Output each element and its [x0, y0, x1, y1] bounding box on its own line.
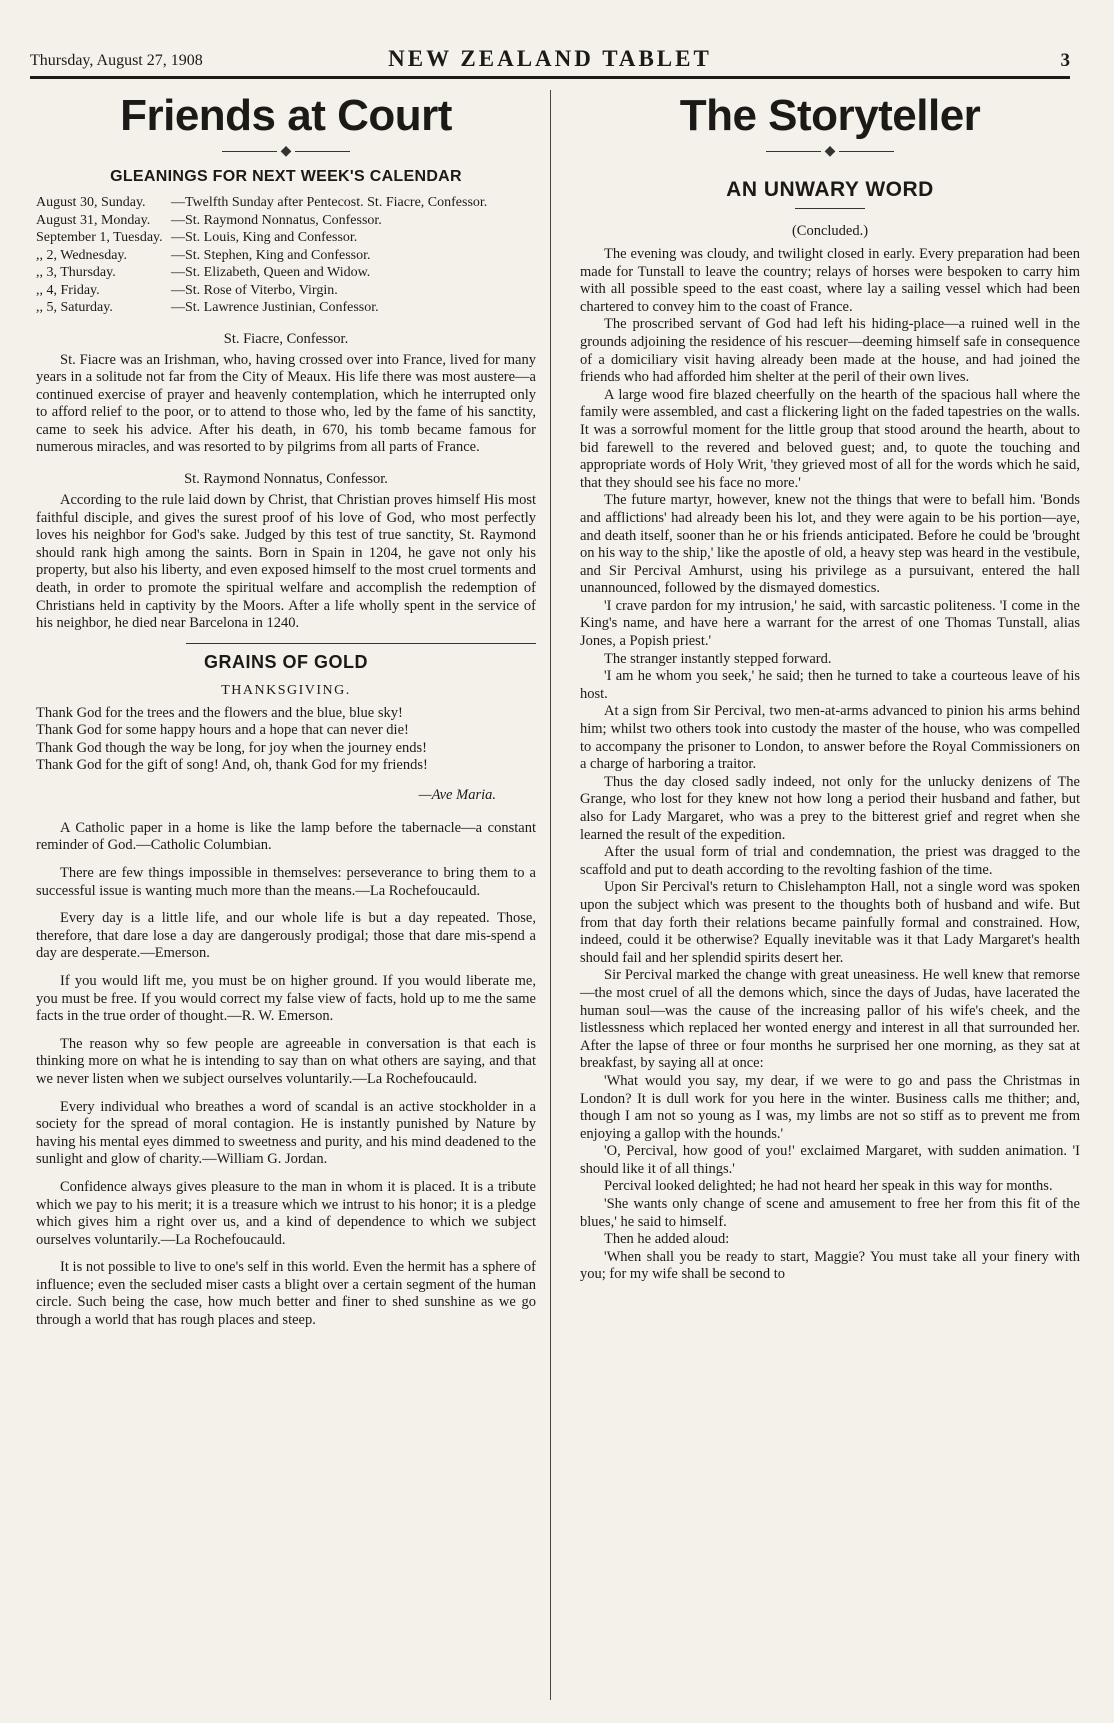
calendar-row: ,, 4, Friday. —St. Rose of Viterbo, Virgin.: [36, 282, 338, 298]
page-number: 3: [1060, 50, 1070, 71]
fiacre-heading: St. Fiacre, Confessor.: [223, 330, 349, 347]
column-divider: [550, 90, 551, 1700]
story-paragraph: 'What would you say, my dear, if we were to go and pass the Christmas in London? It is dull work for you here in the winter. Business calls me thither; and, though I am not so young as I was, my limbs are not so stiff as to prevent me from enjoying a gallop with the hounds.': [580, 1072, 1080, 1142]
section-title-friends-at-court: Friends at Court: [120, 91, 452, 140]
section-title-storyteller: The Storyteller: [679, 91, 981, 140]
grains-of-gold-heading: GRAINS OF GOLD: [186, 643, 536, 673]
story-paragraph: Then he added aloud:: [604, 1231, 730, 1248]
grains-paragraph: Every individual who breathes a word of scandal is an active stockholder in a society for the spread of moral contagion. He is instantly punished by Nature by having his mental eyes dimmed to sweetness and purity, and his mind deadened to the sunlight and glow of charity.—William G. Jordan.: [36, 1098, 536, 1168]
poem-line: Thank God for some happy hours and a hope that can never die!: [36, 722, 409, 739]
grains-paragraph: Confidence always gives pleasure to the man in whom it is placed. It is a tribute which we pay to his merit; it is a treasure which we intrust to his honor; it is a pledge which gives him a right over us, and a kind of dependence to which we subject ourselves voluntarily.—La Rochefoucauld.: [36, 1178, 536, 1248]
story-paragraph: 'I am he whom you seek,' he said; then he turned to take a courteous leave of his host.: [580, 668, 1080, 702]
story-paragraph: The future martyr, however, knew not the things that were to befall him. 'Bonds and afflictions' had already been his lot, and they were again to be his portion—aye, and death itself, sooner than he or his friends anticipated. Before he could be 'brought on his way to the ship,' like the apostle of old, a heavy step was heard in the vestibule, and Sir Percival Amhurst, using his privilege as a pursuivant, entered the hall unannounced, followed by the dismayed domestics.: [580, 492, 1080, 597]
story-paragraph: 'She wants only change of scene and amusement to free her from this fit of the blues,' he said to himself.: [580, 1196, 1080, 1230]
ornament-divider: ◆: [580, 144, 1080, 160]
story-title-rule: [795, 208, 865, 209]
grains-paragraph: There are few things impossible in themselves: perseverance to bring them to a successful issue is wanting much more than the means.—La Rochefoucauld.: [36, 865, 536, 899]
masthead: [30, 42, 1070, 79]
ornament-divider: ◆: [36, 144, 536, 160]
poem-line: Thank God though the way be long, for joy when the journey ends!: [36, 739, 428, 756]
story-paragraph: The stranger instantly stepped forward.: [604, 650, 832, 667]
grains-paragraph: It is not possible to live to one's self in this world. Even the hermit has a sphere of influence; even the secluded miser casts a blight over a certain segment of the human circle. Such being the case, how much better and finer to shed sunshine as we go through a world that has rough places and steep.: [36, 1259, 536, 1329]
calendar-row: September 1, Tuesday. —St. Louis, King and Confessor.: [36, 230, 358, 245]
thanksgiving-poem: [36, 705, 536, 775]
newspaper-title: NEW ZEALAND TABLET: [388, 46, 712, 71]
story-paragraph: A large wood fire blazed cheerfully on the hearth of the spacious hall where the family were assembled, and cast a flickering light on the faded tapestries on the walls. It was a sorrowful moment for the little group that stood around the hearth, about to bid farewell to the revered and beloved guest; and, to quote the touching and appropriate words of Holy Writ, 'they grieved most of all for the words which he said, that they should see his face no more.': [580, 386, 1080, 491]
thanksgiving-heading: THANKSGIVING.: [221, 682, 351, 698]
poem-line: Thank God for the gift of song! And, oh, thank God for my friends!: [36, 757, 428, 774]
raymond-article: According to the rule laid down by Christ, that Christian proves himself His most faithful disciple, and gives the surest proof of his love of God, who most perfectly loves his neighbor for God's sake. Judged by this test of true sanctity, St. Raymond should rank high among the saints. Born in Spain in 1204, he gave not only his property, but also his liberty, and even exposed himself to the most cruel torments and death, in order to promote the spiritual welfare and accomplish the redemption of Christians held in captivity by the Moors. After a life wholly spent in the service of his neighbor, he died near Barcelona in 1240.: [36, 492, 536, 632]
story-paragraph: Sir Percival marked the change with great uneasiness. He well knew that remorse—the most cruel of all the demons which, since the days of Judas, have lacerated the human soul—was the cause of the increasing pallor of his wife's cheek, and the listlessness which replaced her wonted energy and interest in all that surrounded her. After the lapse of three or four months he surprised her one morning, as they sat at breakfast, by saying all at once:: [580, 967, 1080, 1072]
grains-paragraph: The reason why so few people are agreeable in conversation is that each is thinking more on what he is intending to say than on what others are saying, and that we never listen when we subject ourselves voluntarily.—La Rochefoucauld.: [36, 1035, 536, 1087]
calendar-row: August 31, Monday. —St. Raymond Nonnatus, Confessor.: [36, 212, 382, 228]
story-paragraph: Thus the day closed sadly indeed, not only for the unlucky denizens of The Grange, who lost for they knew not how long a period their husband and father, but also for Lady Margaret, who was a prey to the bitterest grief and regret when she learned the result of the expedition.: [580, 773, 1080, 843]
story-paragraph: 'I crave pardon for my intrusion,' he said, with sarcastic politeness. 'I come in the King's name, and have here a warrant for the arrest of one Thomas Tunstall, alias Jones, a Popish priest.': [580, 597, 1080, 650]
calendar-heading: GLEANINGS FOR NEXT WEEK'S CALENDAR: [110, 168, 462, 185]
calendar-row: August 30, Sunday. —Twelfth Sunday after Pentecost. St. Fiacre, Confessor.: [36, 195, 488, 210]
poem-line: Thank God for the trees and the flowers and the blue, blue sky!: [36, 704, 403, 721]
story-paragraph: The proscribed servant of God had left his hiding-place—a ruined well in the grounds adjoining the residence of his rescuer—deeming himself safe in consequence of a domiciliary visit having already been made at the house, and had joined the friends who had afforded him shelter at the peril of their own lives.: [580, 316, 1080, 386]
calendar-row: ,, 3, Thursday. —St. Elizabeth, Queen and Widow.: [36, 265, 371, 280]
story-paragraph: Percival looked delighted; he had not heard her speak in this way for months.: [604, 1178, 1053, 1195]
fiacre-article: St. Fiacre was an Irishman, who, having crossed over into France, lived for many years in a solitude not far from the City of Meaux. His life there was most austere—a continued exercise of prayer and heavenly contemplation, which he interrupted only to afford relief to the poor, or to attend to those who, led by the fame of his sanctity, came to seek his advice. After his death, in 670, his tomb became famous for numerous miracles, and was resorted to by pilgrims from all parts of France.: [36, 351, 536, 456]
grains-paragraph: If you would lift me, you must be on higher ground. If you would liberate me, you must be free. If you would correct my false view of facts, hold up to me the same facts in the true order of thought.—R. W. Emerson.: [36, 972, 536, 1025]
grains-paragraph: Every day is a little life, and our whole life is but a day repeated. Those, therefore, that dare lose a day are dangerously prodigal; those that dare mis-spend a day are desperate.—Emerson.: [36, 910, 536, 962]
calendar-row: ,, 5, Saturday. —St. Lawrence Justinian, Confessor.: [36, 300, 379, 315]
story-paragraph: 'When shall you be ready to start, Maggie? You must take all your finery with you; for my wife shall be second to: [580, 1248, 1080, 1283]
story-paragraph: The evening was cloudy, and twilight closed in early. Every preparation had been made for Tunstall to leave the country; relays of horses were bespoken to carry him with all possible speed to the east coast, where lay a sailing vessel which had been chartered to convey him to the coast of France.: [580, 246, 1080, 315]
issue-date: Thursday, August 27, 1908: [30, 52, 203, 69]
story-paragraph: After the usual form of trial and condemnation, the priest was dragged to the scaffold and put to death according to the revolting fashion of the time.: [580, 844, 1080, 878]
raymond-heading: St. Raymond Nonnatus, Confessor.: [184, 471, 388, 488]
grains-paragraph: A Catholic paper in a home is like the lamp before the tabernacle—a constant reminder of God.—Catholic Columbian.: [36, 819, 536, 854]
story-paragraph: Upon Sir Percival's return to Chislehampton Hall, not a single word was spoken upon the subject which was present to the thoughts both of husband and wife. But from that day forth their relations became painfully formal and constrained. How, indeed, could it be otherwise? Equally inevitable was it that Lady Margaret's health should fail and her splendid spirits desert her.: [580, 879, 1080, 966]
calendar-row: ,, 2, Wednesday. —St. Stephen, King and Confessor.: [36, 247, 371, 263]
story-title: AN UNWARY WORD: [726, 178, 934, 201]
poem-attribution: —Ave Maria.: [418, 786, 496, 803]
right-column: [580, 90, 1080, 1284]
left-column: [36, 90, 536, 1330]
story-concluded-note: (Concluded.): [791, 223, 869, 239]
story-paragraph: 'O, Percival, how good of you!' exclaimed Margaret, with sudden animation. 'I should like it of all things.': [580, 1143, 1080, 1177]
calendar-list: [36, 194, 536, 317]
story-paragraph: At a sign from Sir Percival, two men-at-arms advanced to pinion his arms behind him; whilst two others took into custody the master of the house, who was compelled to accompany the prisoner to London, to answer before the Royal Commissioners on a charge of harboring a traitor.: [580, 703, 1080, 773]
